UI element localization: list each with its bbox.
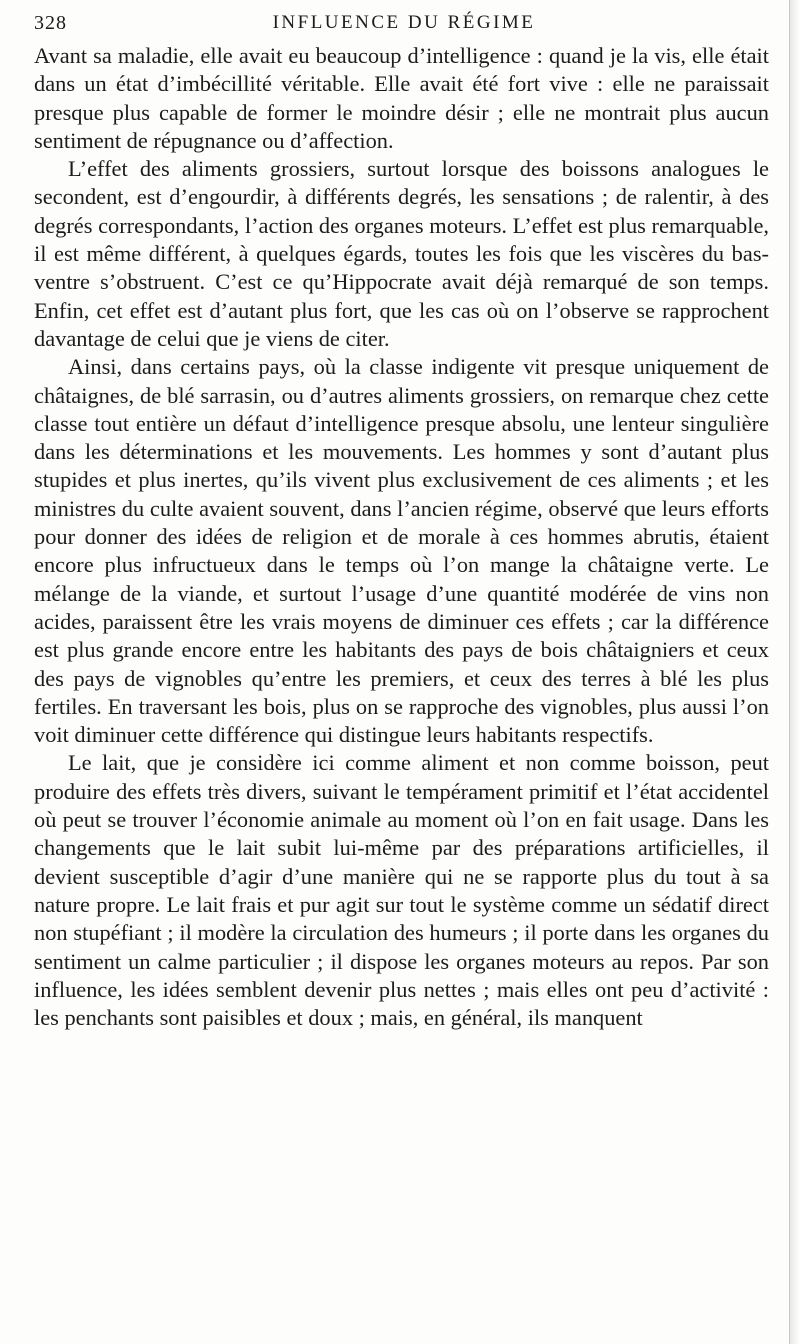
page-edge [789, 0, 800, 1344]
page-header [34, 8, 774, 40]
paragraph-1: Avant sa maladie, elle avait eu beaucoup d’intelligence : quand je la vis, elle était dans un état d’imbécillité véritable. Elle avait été fort vive : elle ne paraissait presque plus capable de former le moindre désir ; elle ne montrait plus aucun sentiment de répugnance ou d’affection. [34, 43, 769, 153]
running-title: INFLUENCE DU RÉGIME [272, 12, 536, 33]
body-text [34, 42, 769, 1032]
paragraph-4: Le lait, que je considère ici comme aliment et non comme boisson, peut produire des effets très divers, suivant le tempérament primitif et l’état accidentel où peut se trouver l’économie animale au moment où l’on en fait usage. Dans les changements que le lait subit lui-même par des préparations artificielles, il devient susceptible d’agir d’une manière qui ne se rapporte plus du tout à sa nature propre. Le lait frais et pur agit sur tout le système comme un sédatif direct non stupéfiant ; il modère la circulation des humeurs ; il porte dans les organes du sentiment un calme particulier ; il dispose les organes moteurs au repos. Par son influence, les idées semblent devenir plus nettes ; mais elles ont peu d’activité : les penchants sont paisibles et doux ; mais, en général, ils manquent [34, 750, 769, 1031]
page-number: 328 [34, 12, 67, 34]
paragraph-3: Ainsi, dans certains pays, où la classe indigente vit presque uniquement de châtaignes, de blé sarrasin, ou d’autres aliments grossiers, on remarque chez cette classe tout entière un défaut d’intelligence presque absolu, une lenteur singulière dans les déterminations et les mouvements. Les hommes y sont d’autant plus stupides et plus inertes, qu’ils vivent plus exclusivement de ces aliments ; et les ministres du culte avaient souvent, dans l’ancien régime, observé que leurs efforts pour donner des idées de religion et de morale à ces hommes abrutis, étaient encore plus infructueux dans le temps où l’on mange la châtaigne verte. Le mélange de la viande, et surtout l’usage d’une quantité modérée de vins non acides, paraissent être les vrais moyens de diminuer ces effets ; car la différence est plus grande encore entre les habitants des pays de bois châtaigniers et ceux des pays de vignobles qu’entre les premiers, et ceux des terres à blé les plus fertiles. En traversant les bois, plus on se rapproche des vignobles, plus aussi l’on voit diminuer cette différence qui distingue leurs habitants respectifs. [34, 354, 769, 748]
paragraph-2: L’effet des aliments grossiers, surtout lorsque des boissons analogues le secondent, est d’engourdir, à différents degrés, les sensations ; de ralentir, à des degrés correspondants, l’action des organes moteurs. L’effet est plus remarquable, il est même différent, à quelques égards, toutes les fois que les viscères du bas-ventre s’obstruent. C’est ce qu’Hippocrate avait déjà remarqué de son temps. Enfin, cet effet est d’autant plus fort, que les cas où on l’observe se rapprochent davantage de celui que je viens de citer. [34, 156, 769, 351]
